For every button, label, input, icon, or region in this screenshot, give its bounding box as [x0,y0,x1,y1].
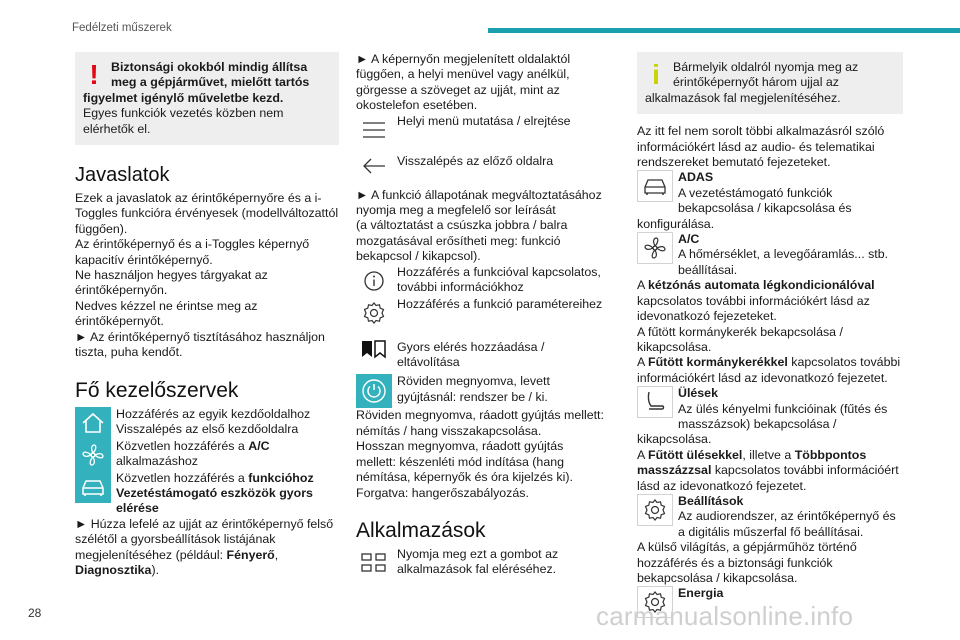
seats-app-row [637,386,905,448]
apps-row [356,547,606,579]
info-circle-icon [356,265,392,297]
favourite-text: Gyors elérés hozzáadása / eltávolítása [397,339,545,370]
home-text-2: Visszalépés az első kezdőoldalra [116,421,299,436]
ac-more-bold: kétzónás automata légkondicionálóval [648,278,875,293]
wheel-more-pre: A [637,355,649,370]
adas-app-row [637,170,905,232]
ac-text-pre: Közvetlen hozzáférés a [116,438,249,453]
wheel-more-post: kapcsolatos további információkért lásd az idevonatkozó fejezetet. [637,355,901,385]
seats-more-d: kapcsolatos további információért lásd az idevonatkozó fejezetet. [637,463,899,493]
info-box [637,52,903,114]
info-icon: i [652,59,660,90]
state-text: ► A funkció állapotának megváltoztatásához nyomja meg a megfelelő sor leírását [356,187,602,218]
info-text: Hozzáférés a funkcióval kapcsolatos, további információkhoz [397,264,601,295]
info-row [356,265,606,297]
power-row [356,374,606,408]
power-text-1: Röviden megnyomva, levett gyújtásnál: rendszer be / ki. [397,374,550,404]
swipe-bold-1: Fényerő [226,547,275,562]
adas-row [75,471,341,517]
other-apps-text: Az itt fel nem sorolt többi alkalmazásról szóló információkért lásd az audio- és telematikai rendszereket bemutató fejezeteket. [637,124,885,170]
settings-row [356,297,606,329]
tips-line-1: Az érintőképernyő és a i-Toggles képernyő kapacitív érintőképernyő. [75,237,310,267]
column-right [637,52,905,618]
car-icon [637,170,673,202]
swipe-bold-2: Diagnosztika [75,562,152,577]
bookmark-icon [356,333,392,365]
wheel-text: A fűtött kormánykerék bekapcsolása / kikapcsolása. [637,324,843,354]
swipe-text-post: ). [151,562,160,577]
ac-row [75,439,341,471]
ac-more-pre: A [637,278,649,293]
column-left [75,52,341,578]
adas-text-bold: funkcióhoz Vezetéstámogató eszközök gyors elérése [116,470,314,516]
seat-icon [637,386,673,418]
power-text-4: Forgatva: hangerőszabályozás. [356,485,529,500]
adas-text-pre: Közvetlen hozzáférés a [116,470,249,485]
warning-text: Egyes funkciók vezetés közben nem elérhetők el. [83,106,284,136]
wheel-more-text [637,355,905,386]
favourite-row [356,333,606,371]
settings-app-row [637,494,905,540]
warning-box [75,52,339,145]
warning-icon: ! [89,59,99,90]
page-number: 28 [28,606,42,620]
back-arrow-icon [356,150,392,182]
tips-line-4: ► Az érintőképernyő tisztításához használjon tiszta, puha kendőt. [75,329,325,360]
header-accent-bar [488,28,960,33]
scroll-intro: ► A képernyőn megjelenített oldalaktól függően, a helyi menüvel vagy anélkül, görgesse a szöveget az ujját, mint az okostelefon esetében. [356,52,571,113]
section-title-main-controls: Fő kezelőszervek [75,378,239,402]
settings-app-text: Az audiorendszer, az érintőképernyő és a digitális műszerfal fő beállításai. [678,509,896,539]
ac-text-bold: A/C [248,438,270,453]
swipe-text-mid: , [274,547,279,562]
running-header: Fedélzeti műszerek [72,22,172,34]
section-title-tips: Javaslatok [75,164,170,187]
ac-fan-icon [637,232,673,264]
swipe-text-pre: ► Húzza lefelé az ujját az érintőképernyő felső szélétől a gyorsbeállítások listájának megjelenítéséhez (például: [75,516,334,562]
menu-icon [356,114,392,146]
swipe-text [75,517,341,579]
seats-more-a: A [637,447,649,462]
wheel-more-bold: Fűtött kormánykerékkel [648,355,788,370]
home-text-1: Hozzáférés az egyik kezdőoldalhoz [116,406,311,421]
gear-icon [637,494,673,526]
settings-app-title: Beállítások [678,493,744,508]
watermark: carmanualsonline.info [596,601,854,631]
column-middle [356,52,606,579]
ac-more-post: kapcsolatos további információkért lásd az idevonatkozó fejezeteket. [637,293,870,324]
back-row [356,150,606,182]
section-title-apps: Alkalmazások [356,518,486,542]
ac-text-post: alkalmazáshoz [116,453,198,468]
ac-more-text [637,278,905,324]
adas-app-text: A vezetéstámogató funkciók bekapcsolása / kikapcsolása és konfigurálása. [637,185,852,231]
seats-more-bold-2: Többpontos masszázzsal [637,447,867,478]
power-text-2: Röviden megnyomva, ráadott gyújtás mellett: némítás / hang visszakapcsolása. [356,408,604,438]
seats-more-text [637,448,905,494]
home-row [75,407,341,439]
warning-bold-text: Biztonsági okokból mindig állítsa meg a gépjárművet, mielőtt tartós figyelmet igénylő műveletbe kezd. [83,60,310,105]
state-text-2: (a változtatást a csúszka jobbra / balra mozgatásával erősítheti meg: funkció bekapcsol / kikapcsol). [356,218,568,264]
power-text-3: Hosszan megnyomva, ráadott gyújtás mellett: készenléti mód indítása (hang némítása, képernyők és óra kijelzés ki). [356,439,573,485]
energy-app-title: Energia [678,586,724,601]
settings-more-text: A külső világítás, a gépjárműhöz történő hozzáférés és a biztonsági funkciók bekapcsolása / kikapcsolása. [637,540,857,585]
gear-icon [356,297,392,329]
seats-app-text: Az ülés kényelmi funkcióinak (fűtés és masszázsok) bekapcsolása / kikapcsolása. [637,401,888,447]
tips-text: Ezek a javaslatok az érintőképernyőre és a i-Toggles funkcióra érvényesek (modellváltozattól függően). [75,191,339,236]
back-text: Visszalépés az előző oldalra [397,153,554,168]
menu-row [356,114,606,146]
menu-text: Helyi menü mutatása / elrejtése [397,113,571,128]
power-icon [356,374,392,408]
ac-app-row [637,232,905,278]
car-icon [75,471,111,503]
info-box-text: Bármelyik oldalról nyomja meg az érintőképernyőt három ujjal az alkalmazások fal megjelenítéséhez. [645,60,859,105]
ac-fan-icon [75,439,111,471]
apps-text: Nyomja meg ezt a gombot az alkalmazások fal eléréséhez. [397,546,559,577]
ac-app-title: A/C [678,232,700,247]
seats-more-bold-1: Fűtött ülésekkel [648,447,743,462]
seats-app-title: Ülések [678,386,718,401]
adas-app-title: ADAS [678,170,714,185]
tips-line-2: Ne használjon hegyes tárgyakat az érintőképernyőn. [75,268,268,298]
tips-line-3: Nedves kézzel ne érintse meg az érintőképernyőt. [75,298,258,329]
seats-more-c: , illetve a [742,447,795,462]
settings-text: Hozzáférés a funkció paramétereihez [397,296,603,311]
home-icon [75,407,111,439]
apps-grid-icon [356,547,392,579]
ac-app-text: A hőmérséklet, a levegőáramlás... stb. beállításai. [678,247,889,277]
